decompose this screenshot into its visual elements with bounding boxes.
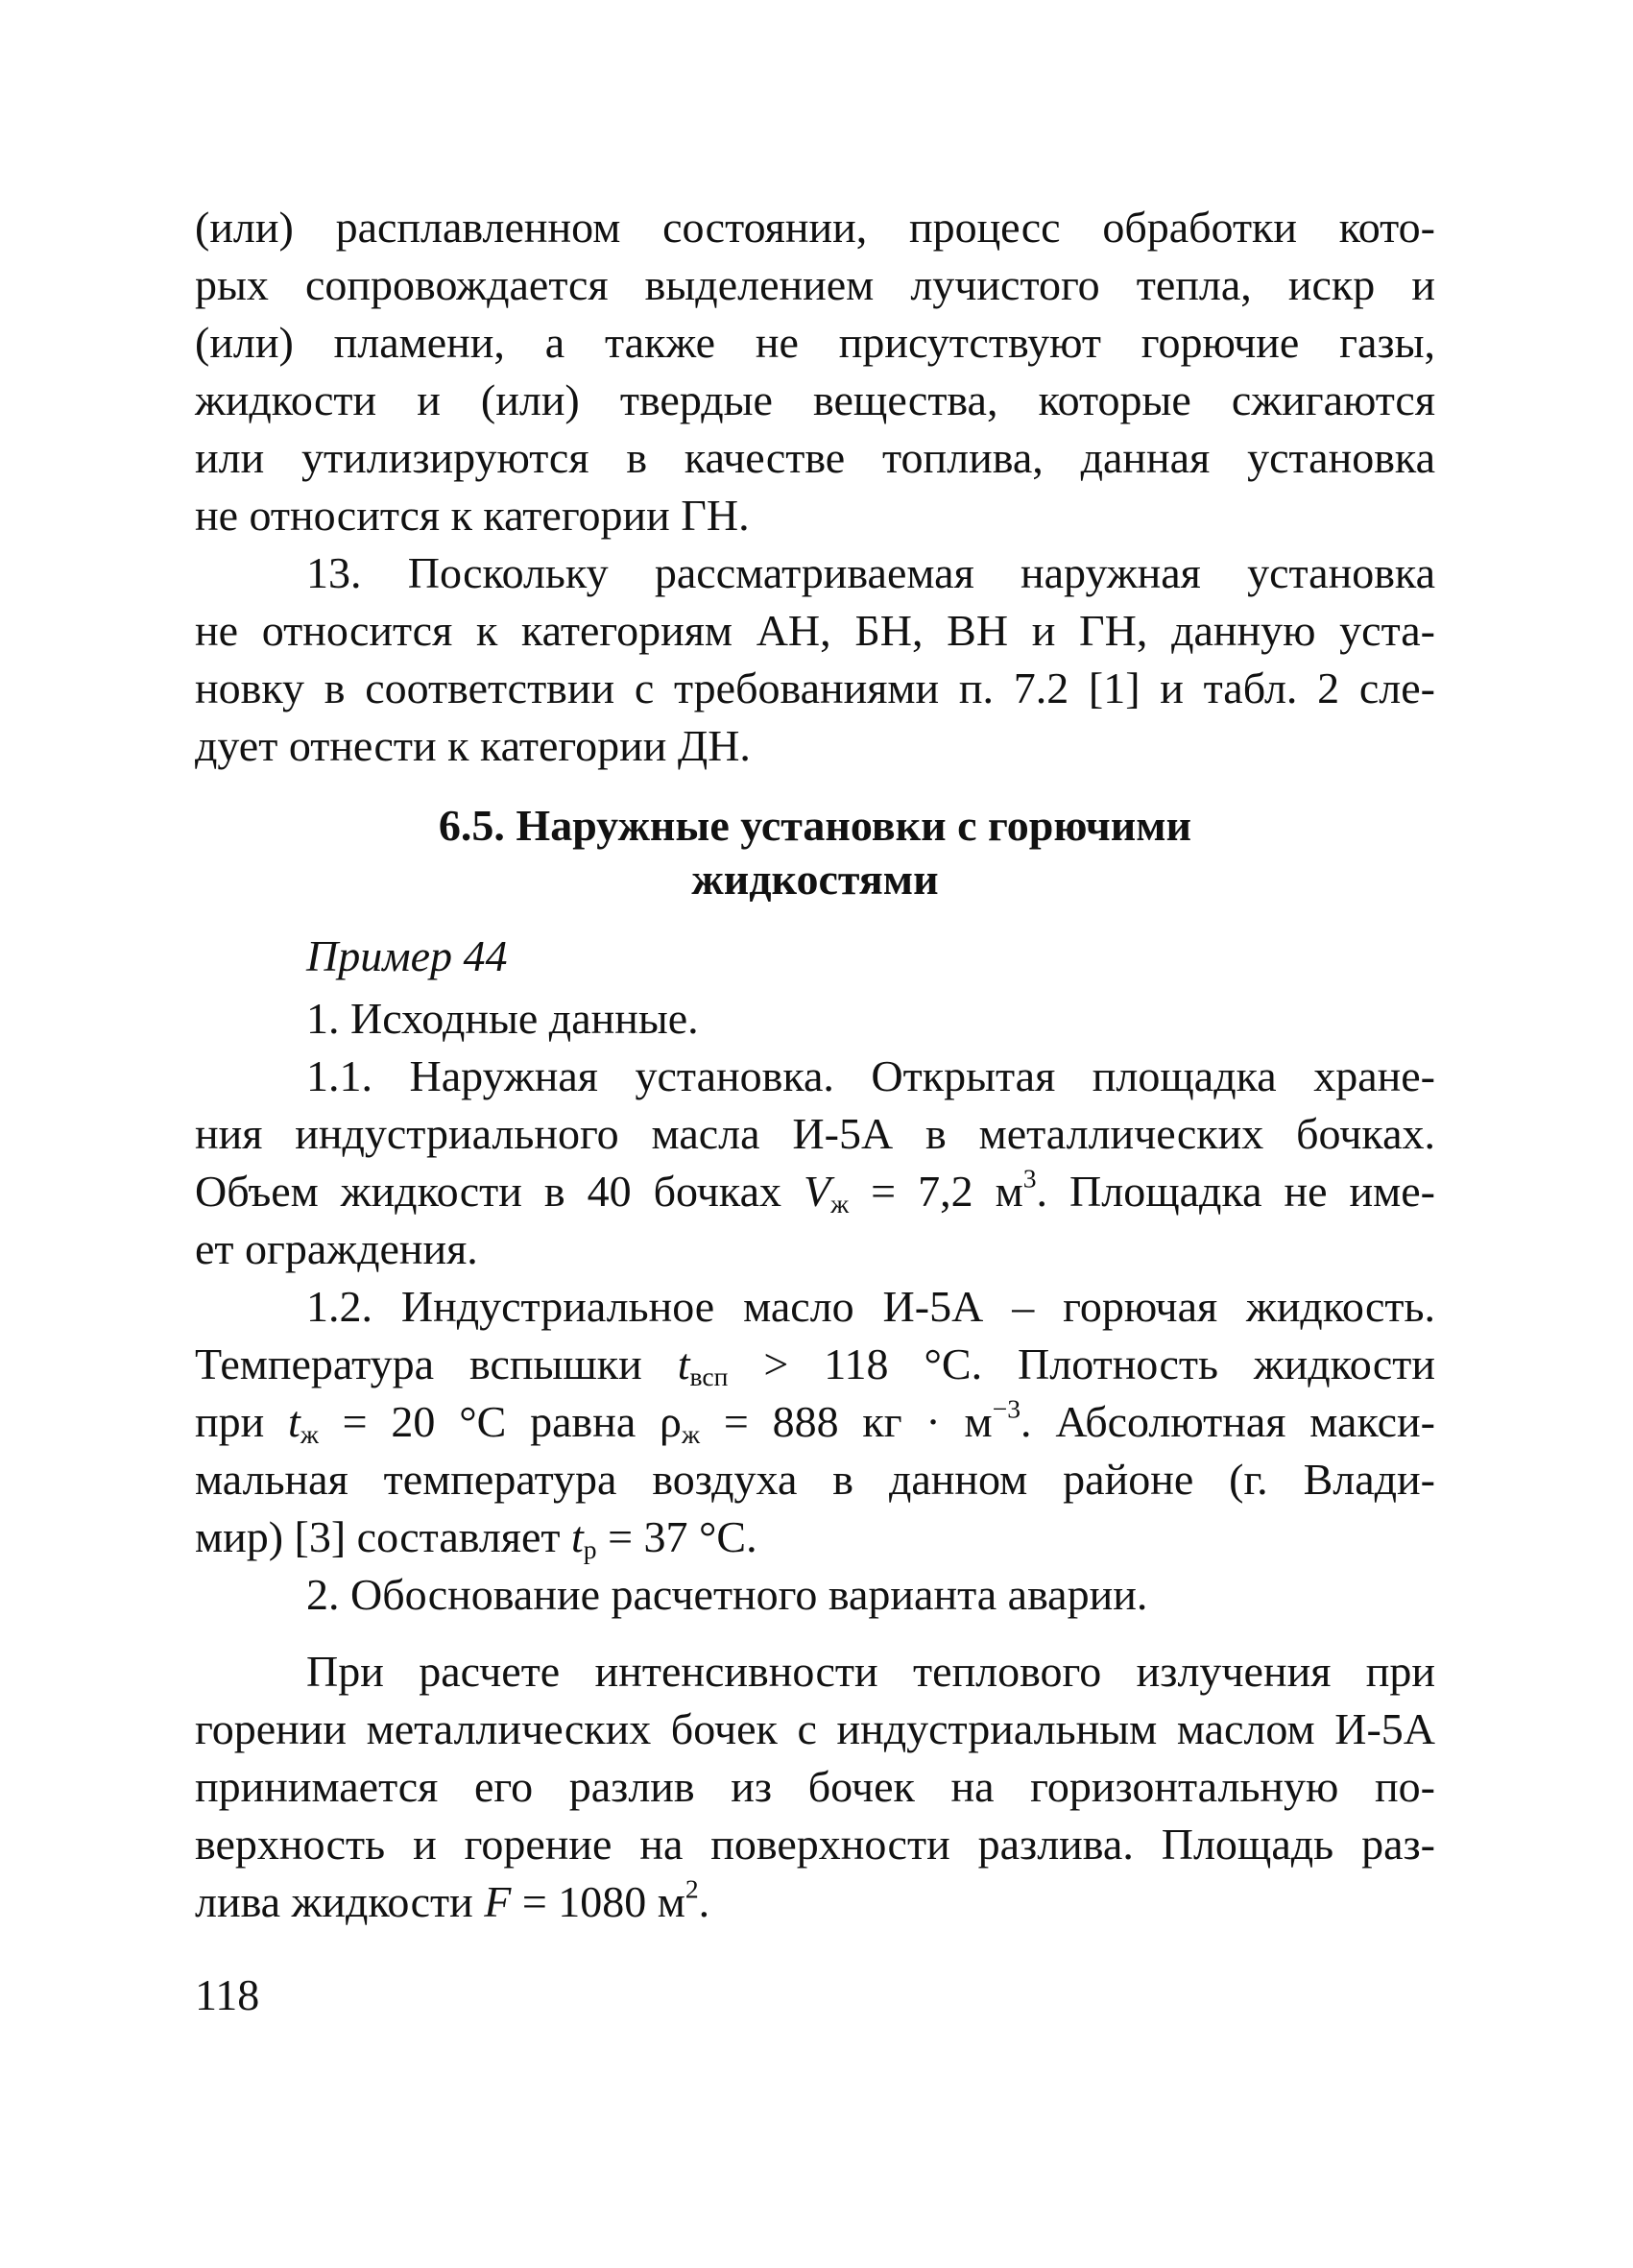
text-line: жидкости и (или) твердые вещества, которые сжигаются [195,375,1435,424]
text-line: не относится к категориям АН, БН, ВН и ГН, данную уста- [195,606,1435,655]
text-line: при $t_ж = 20$ °С равна $\rho_ж = 888$ кг · $м^{-3}$. Абсолютная макси- [195,1393,1435,1449]
paragraph-continuation [195,199,1435,544]
text-line: ет ограждения. [195,1224,478,1273]
text-line: рых сопровождается выделением лучистого тепла, искр и [195,260,1435,309]
text-line: ния индустриального масла И-5А в металлических бочках. [195,1109,1435,1158]
text-line: (или) пламени, а также не присутствуют горючие газы, [195,318,1435,367]
text-line: 1. Исходные данные. [306,994,699,1043]
paragraph-1-1 [195,1048,1435,1278]
text-line: 1.1. Наружная установка. Открытая площадка хране- [306,1051,1435,1100]
paragraph-calculation [195,1643,1435,1931]
text-line: 2. Обоснование расчетного варианта аварии. [306,1570,1148,1619]
text-line: дует отнести к категории ДН. [195,721,751,770]
paragraph-item-13 [195,544,1435,775]
example-label: Пример 44 [306,931,508,980]
page-number: 118 [195,1970,260,2019]
heading-line: жидкостями [691,855,939,904]
paragraph-initial-data [195,990,1435,1048]
text-line: горении металлических бочек с индустриальным маслом И-5А [195,1704,1435,1753]
text-line: или утилизируются в качестве топлива, данная установка [195,433,1435,482]
text-line: Температура вспышки $t_{всп} > 118$ °С. Плотность жидкости [195,1339,1436,1391]
section-heading [195,799,1435,906]
text-line: лива жидкости F = 1080 $м^2$. [195,1873,710,1926]
text-line: (или) расплавленном состоянии, процесс обработки кото- [195,203,1435,252]
text-line: верхность и горение на поверхности разлива. Площадь раз- [195,1820,1435,1869]
text-line: принимается его разлив из бочек на горизонтальную по- [195,1762,1435,1811]
text-line: не относится к категории ГН. [195,491,750,540]
text-line: 1.2. Индустриальное масло И-5А – горючая жидкость. [306,1282,1435,1331]
text-line: мальная температура воздуха в данном районе (г. Влади- [195,1455,1435,1504]
paragraph-1-2 [195,1278,1435,1566]
text-line: Объем жидкости в 40 бочках $V_ж = 7,2$ $м^3$. Площадка не име- [195,1163,1435,1218]
text-line: новку в соответствии с требованиями п. 7.2 [1] и табл. 2 сле- [195,664,1435,712]
text-line: мир) [3] составляет $t_р = 37$ °С. [195,1512,757,1564]
text-line: При расчете интенсивности теплового излучения при [306,1647,1435,1696]
text-line: 13. Поскольку рассматриваемая наружная установка [306,548,1435,597]
heading-line: 6.5. Наружные установки с горючими [438,801,1192,850]
paragraph-accident-basis [195,1566,1435,1624]
